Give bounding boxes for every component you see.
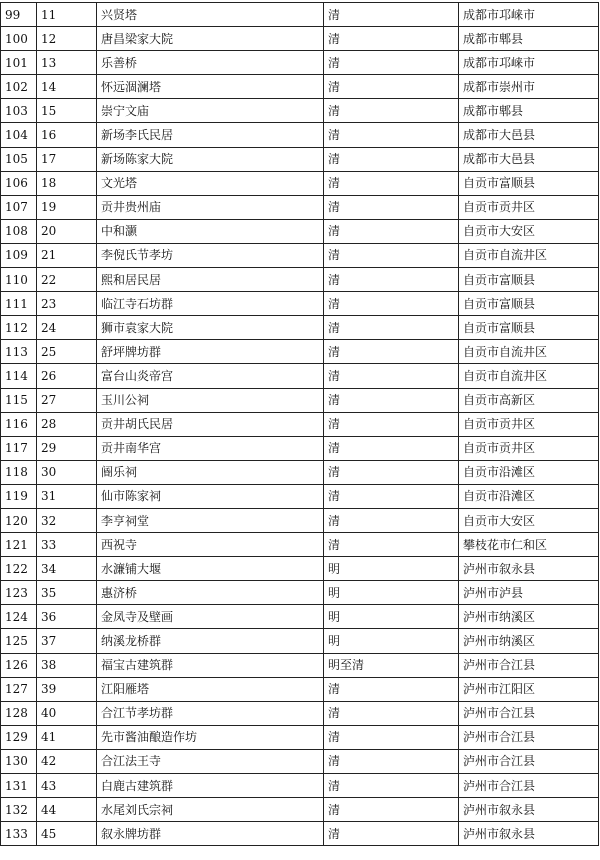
batch-number-cell: 14 <box>37 75 97 99</box>
table-row <box>1 557 599 581</box>
location-cell: 自贡市自流井区 <box>459 243 599 267</box>
era-cell: 清 <box>324 436 459 460</box>
table-body <box>1 3 599 846</box>
site-name-cell: 新场陈家大院 <box>97 147 324 171</box>
location-cell: 成都市大邑县 <box>459 123 599 147</box>
location-cell: 自贡市贡井区 <box>459 436 599 460</box>
location-cell: 自贡市沿滩区 <box>459 460 599 484</box>
era-cell: 清 <box>324 774 459 798</box>
era-cell: 清 <box>324 533 459 557</box>
overall-number-cell: 123 <box>1 581 37 605</box>
overall-number-cell: 115 <box>1 388 37 412</box>
batch-number-cell: 42 <box>37 749 97 773</box>
era-cell: 清 <box>324 508 459 532</box>
table-row <box>1 219 599 243</box>
overall-number-cell: 100 <box>1 27 37 51</box>
era-cell: 清 <box>324 701 459 725</box>
batch-number-cell: 13 <box>37 51 97 75</box>
site-name-cell: 惠济桥 <box>97 581 324 605</box>
era-cell: 明 <box>324 629 459 653</box>
table-row <box>1 460 599 484</box>
table-row <box>1 533 599 557</box>
era-cell: 清 <box>324 725 459 749</box>
location-cell: 成都市邛崃市 <box>459 51 599 75</box>
batch-number-cell: 25 <box>37 340 97 364</box>
site-name-cell: 富台山炎帝宫 <box>97 364 324 388</box>
site-name-cell: 西祝寺 <box>97 533 324 557</box>
table-row <box>1 364 599 388</box>
location-cell: 自贡市贡井区 <box>459 412 599 436</box>
era-cell: 清 <box>324 147 459 171</box>
site-name-cell: 唐昌梁家大院 <box>97 27 324 51</box>
batch-number-cell: 33 <box>37 533 97 557</box>
location-cell: 成都市邛崃市 <box>459 3 599 27</box>
era-cell: 清 <box>324 749 459 773</box>
table-row <box>1 27 599 51</box>
table-row <box>1 3 599 27</box>
overall-number-cell: 131 <box>1 774 37 798</box>
location-cell: 自贡市贡井区 <box>459 195 599 219</box>
overall-number-cell: 112 <box>1 316 37 340</box>
table-row <box>1 774 599 798</box>
site-name-cell: 舒坪牌坊群 <box>97 340 324 364</box>
era-cell: 清 <box>324 340 459 364</box>
site-name-cell: 玉川公祠 <box>97 388 324 412</box>
batch-number-cell: 41 <box>37 725 97 749</box>
era-cell: 清 <box>324 316 459 340</box>
era-cell: 清 <box>324 219 459 243</box>
batch-number-cell: 12 <box>37 27 97 51</box>
location-cell: 泸州市叙永县 <box>459 822 599 846</box>
batch-number-cell: 38 <box>37 653 97 677</box>
overall-number-cell: 124 <box>1 605 37 629</box>
location-cell: 泸州市合江县 <box>459 725 599 749</box>
batch-number-cell: 30 <box>37 460 97 484</box>
site-name-cell: 崇宁文庙 <box>97 99 324 123</box>
overall-number-cell: 105 <box>1 147 37 171</box>
overall-number-cell: 133 <box>1 822 37 846</box>
table-row <box>1 316 599 340</box>
batch-number-cell: 29 <box>37 436 97 460</box>
location-cell: 泸州市纳溪区 <box>459 605 599 629</box>
site-name-cell: 合江节孝坊群 <box>97 701 324 725</box>
table-row <box>1 436 599 460</box>
overall-number-cell: 132 <box>1 798 37 822</box>
site-name-cell: 李亨祠堂 <box>97 508 324 532</box>
era-cell: 清 <box>324 195 459 219</box>
site-name-cell: 文光塔 <box>97 171 324 195</box>
location-cell: 自贡市富顺县 <box>459 171 599 195</box>
overall-number-cell: 129 <box>1 725 37 749</box>
batch-number-cell: 17 <box>37 147 97 171</box>
location-cell: 成都市郫县 <box>459 99 599 123</box>
overall-number-cell: 114 <box>1 364 37 388</box>
overall-number-cell: 108 <box>1 219 37 243</box>
table-row <box>1 195 599 219</box>
batch-number-cell: 43 <box>37 774 97 798</box>
overall-number-cell: 111 <box>1 292 37 316</box>
location-cell: 攀枝花市仁和区 <box>459 533 599 557</box>
overall-number-cell: 113 <box>1 340 37 364</box>
overall-number-cell: 103 <box>1 99 37 123</box>
era-cell: 明 <box>324 581 459 605</box>
overall-number-cell: 119 <box>1 484 37 508</box>
table-row <box>1 147 599 171</box>
overall-number-cell: 101 <box>1 51 37 75</box>
era-cell: 清 <box>324 243 459 267</box>
location-cell: 自贡市富顺县 <box>459 316 599 340</box>
era-cell: 清 <box>324 292 459 316</box>
era-cell: 明 <box>324 557 459 581</box>
batch-number-cell: 40 <box>37 701 97 725</box>
location-cell: 自贡市富顺县 <box>459 292 599 316</box>
table-row <box>1 243 599 267</box>
location-cell: 自贡市自流井区 <box>459 364 599 388</box>
location-cell: 成都市郫县 <box>459 27 599 51</box>
overall-number-cell: 106 <box>1 171 37 195</box>
location-cell: 泸州市叙永县 <box>459 557 599 581</box>
batch-number-cell: 24 <box>37 316 97 340</box>
location-cell: 泸州市合江县 <box>459 701 599 725</box>
location-cell: 自贡市大安区 <box>459 508 599 532</box>
era-cell: 清 <box>324 484 459 508</box>
site-name-cell: 合江法王寺 <box>97 749 324 773</box>
table-row <box>1 75 599 99</box>
site-name-cell: 熙和居民居 <box>97 268 324 292</box>
site-name-cell: 临江寺石坊群 <box>97 292 324 316</box>
batch-number-cell: 32 <box>37 508 97 532</box>
table-row <box>1 340 599 364</box>
table-row <box>1 388 599 412</box>
location-cell: 成都市大邑县 <box>459 147 599 171</box>
table-row <box>1 123 599 147</box>
site-name-cell: 白鹿古建筑群 <box>97 774 324 798</box>
era-cell: 清 <box>324 460 459 484</box>
overall-number-cell: 107 <box>1 195 37 219</box>
overall-number-cell: 127 <box>1 677 37 701</box>
table-row <box>1 653 599 677</box>
overall-number-cell: 120 <box>1 508 37 532</box>
table-row <box>1 292 599 316</box>
overall-number-cell: 122 <box>1 557 37 581</box>
overall-number-cell: 116 <box>1 412 37 436</box>
era-cell: 清 <box>324 3 459 27</box>
site-name-cell: 贡井南华宫 <box>97 436 324 460</box>
site-name-cell: 阍乐祠 <box>97 460 324 484</box>
site-name-cell: 水濂铺大堰 <box>97 557 324 581</box>
table-row <box>1 412 599 436</box>
location-cell: 成都市崇州市 <box>459 75 599 99</box>
era-cell: 明至清 <box>324 653 459 677</box>
location-cell: 自贡市富顺县 <box>459 268 599 292</box>
table-row <box>1 605 599 629</box>
overall-number-cell: 130 <box>1 749 37 773</box>
location-cell: 自贡市大安区 <box>459 219 599 243</box>
table-row <box>1 749 599 773</box>
overall-number-cell: 126 <box>1 653 37 677</box>
site-name-cell: 仙市陈家祠 <box>97 484 324 508</box>
batch-number-cell: 26 <box>37 364 97 388</box>
location-cell: 泸州市泸县 <box>459 581 599 605</box>
location-cell: 泸州市合江县 <box>459 774 599 798</box>
site-name-cell: 先市酱油酿造作坊 <box>97 725 324 749</box>
site-name-cell: 中和灏 <box>97 219 324 243</box>
location-cell: 泸州市叙永县 <box>459 798 599 822</box>
table-row <box>1 677 599 701</box>
site-name-cell: 水尾刘氏宗祠 <box>97 798 324 822</box>
era-cell: 清 <box>324 412 459 436</box>
overall-number-cell: 125 <box>1 629 37 653</box>
era-cell: 清 <box>324 388 459 412</box>
era-cell: 清 <box>324 75 459 99</box>
table-row <box>1 701 599 725</box>
location-cell: 自贡市沿滩区 <box>459 484 599 508</box>
era-cell: 清 <box>324 99 459 123</box>
batch-number-cell: 20 <box>37 219 97 243</box>
era-cell: 清 <box>324 51 459 75</box>
batch-number-cell: 19 <box>37 195 97 219</box>
batch-number-cell: 45 <box>37 822 97 846</box>
era-cell: 清 <box>324 171 459 195</box>
site-name-cell: 贡井胡氏民居 <box>97 412 324 436</box>
table-row <box>1 581 599 605</box>
overall-number-cell: 110 <box>1 268 37 292</box>
era-cell: 清 <box>324 364 459 388</box>
site-name-cell: 新场李氏民居 <box>97 123 324 147</box>
site-name-cell: 纳溪龙桥群 <box>97 629 324 653</box>
overall-number-cell: 118 <box>1 460 37 484</box>
batch-number-cell: 35 <box>37 581 97 605</box>
table-row <box>1 629 599 653</box>
batch-number-cell: 18 <box>37 171 97 195</box>
site-name-cell: 福宝古建筑群 <box>97 653 324 677</box>
heritage-list-sheet <box>0 2 598 846</box>
batch-number-cell: 27 <box>37 388 97 412</box>
location-cell: 自贡市高新区 <box>459 388 599 412</box>
batch-number-cell: 36 <box>37 605 97 629</box>
overall-number-cell: 128 <box>1 701 37 725</box>
batch-number-cell: 21 <box>37 243 97 267</box>
batch-number-cell: 23 <box>37 292 97 316</box>
era-cell: 清 <box>324 123 459 147</box>
batch-number-cell: 11 <box>37 3 97 27</box>
batch-number-cell: 31 <box>37 484 97 508</box>
table-row <box>1 725 599 749</box>
site-name-cell: 金凤寺及壁画 <box>97 605 324 629</box>
heritage-sites-table <box>0 2 599 846</box>
location-cell: 泸州市合江县 <box>459 653 599 677</box>
table-row <box>1 508 599 532</box>
overall-number-cell: 109 <box>1 243 37 267</box>
era-cell: 清 <box>324 798 459 822</box>
location-cell: 自贡市自流井区 <box>459 340 599 364</box>
location-cell: 泸州市合江县 <box>459 749 599 773</box>
overall-number-cell: 102 <box>1 75 37 99</box>
location-cell: 泸州市纳溪区 <box>459 629 599 653</box>
overall-number-cell: 99 <box>1 3 37 27</box>
batch-number-cell: 28 <box>37 412 97 436</box>
site-name-cell: 贡井贵州庙 <box>97 195 324 219</box>
table-row <box>1 171 599 195</box>
table-row <box>1 798 599 822</box>
table-row <box>1 484 599 508</box>
site-name-cell: 兴贤塔 <box>97 3 324 27</box>
site-name-cell: 怀远涸澜塔 <box>97 75 324 99</box>
batch-number-cell: 22 <box>37 268 97 292</box>
table-row <box>1 99 599 123</box>
era-cell: 清 <box>324 822 459 846</box>
batch-number-cell: 15 <box>37 99 97 123</box>
overall-number-cell: 117 <box>1 436 37 460</box>
overall-number-cell: 104 <box>1 123 37 147</box>
table-row <box>1 268 599 292</box>
era-cell: 明 <box>324 605 459 629</box>
overall-number-cell: 121 <box>1 533 37 557</box>
location-cell: 泸州市江阳区 <box>459 677 599 701</box>
era-cell: 清 <box>324 268 459 292</box>
batch-number-cell: 44 <box>37 798 97 822</box>
table-row <box>1 822 599 846</box>
batch-number-cell: 16 <box>37 123 97 147</box>
era-cell: 清 <box>324 27 459 51</box>
site-name-cell: 狮市袁家大院 <box>97 316 324 340</box>
table-row <box>1 51 599 75</box>
site-name-cell: 乐善桥 <box>97 51 324 75</box>
site-name-cell: 江阳雁塔 <box>97 677 324 701</box>
batch-number-cell: 34 <box>37 557 97 581</box>
batch-number-cell: 39 <box>37 677 97 701</box>
batch-number-cell: 37 <box>37 629 97 653</box>
site-name-cell: 李倪氏节孝坊 <box>97 243 324 267</box>
era-cell: 清 <box>324 677 459 701</box>
site-name-cell: 叙永牌坊群 <box>97 822 324 846</box>
